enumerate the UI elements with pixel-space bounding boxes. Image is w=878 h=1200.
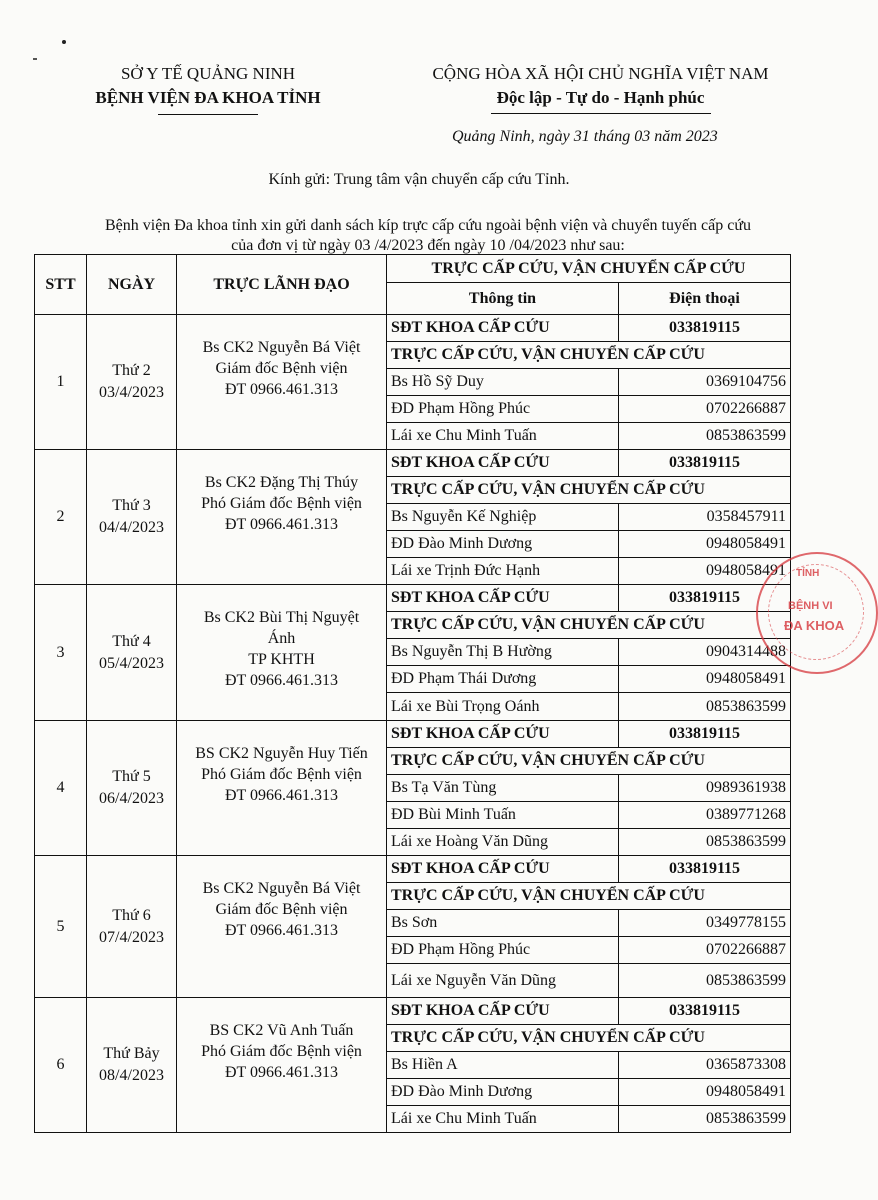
stt-cell: 3 — [35, 585, 87, 721]
staff-name: Bs Hồ Sỹ Duy — [387, 369, 619, 396]
header-info: Thông tin — [387, 283, 619, 315]
leader-line: Phó Giám đốc Bệnh viện — [201, 1043, 362, 1060]
schedule-row — [35, 856, 791, 883]
leader-line: Bs CK2 Nguyễn Bá Việt — [202, 339, 361, 356]
intro-line: của đơn vị từ ngày 03 /4/2023 đến ngày 10 /04/2023 như sau: — [231, 237, 625, 254]
staff-name: ĐD Phạm Thái Dương — [387, 666, 619, 693]
staff-name: Lái xe Chu Minh Tuấn — [387, 1106, 619, 1133]
leader-line: Giám đốc Bệnh viện — [215, 360, 348, 377]
day-name: Thứ 5 — [112, 768, 151, 785]
document-date: Quảng Ninh, ngày 31 tháng 03 năm 2023 — [452, 128, 718, 145]
org-underline — [158, 114, 258, 115]
stt-cell: 1 — [35, 315, 87, 450]
org-name: BỆNH VIỆN ĐA KHOA TỈNH — [95, 88, 321, 107]
day-date: 04/4/2023 — [99, 519, 164, 536]
stamp-text: ĐA KHOA — [784, 618, 845, 633]
stt-cell: 2 — [35, 450, 87, 585]
staff-phone: 0989361938 — [619, 775, 791, 802]
header-stt: STT — [35, 255, 87, 315]
staff-name: ĐD Bùi Minh Tuấn — [387, 802, 619, 829]
leader-line: Bs CK2 Nguyễn Bá Việt — [202, 880, 361, 897]
day-date: 06/4/2023 — [99, 790, 164, 807]
day-name: Thứ Bảy — [103, 1045, 160, 1062]
intro-line: Bệnh viện Đa khoa tỉnh xin gửi danh sách kíp trực cấp cứu ngoài bệnh viện và chuyển tuyến cấp cứu — [104, 217, 752, 234]
stt-cell: 4 — [35, 721, 87, 856]
staff-phone: 0702266887 — [619, 937, 791, 964]
staff-phone: 0948058491 — [619, 558, 791, 585]
staff-name: ĐD Phạm Hồng Phúc — [387, 937, 619, 964]
day-name: Thứ 6 — [112, 906, 151, 924]
er-phone-label: SĐT KHOA CẤP CỨU — [387, 721, 619, 748]
day-date: 07/4/2023 — [99, 928, 164, 946]
red-seal-stamp — [756, 552, 878, 674]
er-phone-number: 033819115 — [619, 315, 791, 342]
day-cell — [87, 450, 177, 585]
motto-underline — [491, 113, 711, 114]
duty-subheader: TRỰC CẤP CỨU, VẬN CHUYỂN CẤP CỨU — [387, 883, 791, 910]
leader-line: Phó Giám đốc Bệnh viện — [201, 495, 362, 512]
header-leader: TRỰC LÃNH ĐẠO — [177, 255, 387, 315]
staff-phone: 0904314488 — [619, 639, 791, 666]
leader-line: ĐT 0966.461.313 — [224, 1064, 339, 1081]
er-phone-label: SĐT KHOA CẤP CỨU — [387, 856, 619, 883]
day-name: Thứ 3 — [112, 497, 151, 514]
stt-cell: 6 — [35, 998, 87, 1133]
day-cell — [87, 585, 177, 721]
day-date: 03/4/2023 — [99, 384, 164, 401]
leader-line: ĐT 0966.461.313 — [224, 672, 339, 689]
er-phone-number: 033819115 — [619, 998, 791, 1025]
staff-name: Bs Hiền A — [387, 1052, 619, 1079]
staff-phone: 0389771268 — [619, 802, 791, 829]
staff-phone: 0853863599 — [619, 693, 791, 721]
staff-phone: 0853863599 — [619, 829, 791, 856]
country-name: CỘNG HÒA XÃ HỘI CHỦ NGHĨA VIỆT NAM — [432, 64, 769, 83]
leader-cell — [177, 315, 387, 450]
leader-line: Bs CK2 Bùi Thị Nguyệt — [203, 609, 360, 626]
header-organization — [58, 62, 358, 115]
staff-phone: 0948058491 — [619, 531, 791, 558]
er-phone-number: 033819115 — [619, 450, 791, 477]
staff-name: Lái xe Hoàng Văn Dũng — [387, 829, 619, 856]
leader-line: Phó Giám đốc Bệnh viện — [201, 766, 362, 783]
duty-subheader: TRỰC CẤP CỨU, VẬN CHUYỂN CẤP CỨU — [387, 477, 791, 504]
staff-name: Bs Nguyễn Kế Nghiệp — [387, 504, 619, 531]
staff-name: Bs Sơn — [387, 910, 619, 937]
schedule-row — [35, 450, 791, 477]
leader-cell — [177, 856, 387, 998]
day-cell — [87, 856, 177, 998]
staff-phone: 0702266887 — [619, 396, 791, 423]
staff-phone: 0853863599 — [619, 423, 791, 450]
staff-name: Lái xe Bùi Trọng Oánh — [387, 693, 619, 721]
er-phone-number: 033819115 — [619, 585, 791, 612]
staff-name: ĐD Đào Minh Dương — [387, 531, 619, 558]
er-phone-label: SĐT KHOA CẤP CỨU — [387, 585, 619, 612]
leader-cell — [177, 585, 387, 721]
er-phone-label: SĐT KHOA CẤP CỨU — [387, 450, 619, 477]
staff-name: Lái xe Nguyễn Văn Dũng — [387, 964, 619, 998]
staff-phone: 0948058491 — [619, 1079, 791, 1106]
day-date: 05/4/2023 — [99, 654, 164, 672]
staff-phone: 0365873308 — [619, 1052, 791, 1079]
staff-phone: 0349778155 — [619, 910, 791, 937]
er-phone-label: SĐT KHOA CẤP CỨU — [387, 998, 619, 1025]
header-national — [378, 62, 823, 114]
schedule-row — [35, 998, 791, 1025]
staff-phone: 0853863599 — [619, 1106, 791, 1133]
stamp-text: BỆNH VI — [788, 600, 833, 612]
org-parent: SỞ Y TẾ QUẢNG NINH — [120, 64, 296, 83]
day-cell — [87, 721, 177, 856]
header-duty-group: TRỰC CẤP CỨU, VẬN CHUYỂN CẤP CỨU — [387, 255, 791, 283]
leader-line: BS CK2 Vũ Anh Tuấn — [209, 1022, 354, 1039]
leader-line: ĐT 0966.461.313 — [224, 922, 339, 939]
day-cell — [87, 998, 177, 1133]
staff-name: ĐD Phạm Hồng Phúc — [387, 396, 619, 423]
staff-name: Lái xe Trịnh Đức Hạnh — [387, 558, 619, 585]
leader-line: Ánh — [267, 630, 296, 647]
staff-phone: 0948058491 — [619, 666, 791, 693]
duty-subheader: TRỰC CẤP CỨU, VẬN CHUYỂN CẤP CỨU — [387, 612, 791, 639]
schedule-row — [35, 721, 791, 748]
schedule-row — [35, 315, 791, 342]
staff-name: Bs Tạ Văn Tùng — [387, 775, 619, 802]
leader-cell — [177, 450, 387, 585]
staff-phone: 0358457911 — [619, 504, 791, 531]
leader-line: Giám đốc Bệnh viện — [215, 901, 348, 918]
leader-cell — [177, 721, 387, 856]
day-name: Thứ 2 — [112, 362, 151, 379]
stamp-text: TỈNH — [796, 568, 820, 579]
er-phone-label: SĐT KHOA CẤP CỨU — [387, 315, 619, 342]
addressee: Kính gửi: Trung tâm vận chuyển cấp cứu Tỉnh. — [268, 171, 570, 188]
leader-line: TP KHTH — [248, 651, 315, 668]
staff-name: Bs Nguyễn Thị B Hường — [387, 639, 619, 666]
leader-line: ĐT 0966.461.313 — [224, 516, 339, 533]
leader-line: BS CK2 Nguyễn Huy Tiến — [195, 745, 368, 762]
staff-phone: 0369104756 — [619, 369, 791, 396]
er-phone-number: 033819115 — [619, 856, 791, 883]
duty-subheader: TRỰC CẤP CỨU, VẬN CHUYỂN CẤP CỨU — [387, 1025, 791, 1052]
header-day: NGÀY — [87, 255, 177, 315]
scan-mark — [33, 58, 37, 60]
leader-line: ĐT 0966.461.313 — [224, 787, 339, 804]
duty-schedule-table — [34, 254, 791, 1133]
staff-name: ĐD Đào Minh Dương — [387, 1079, 619, 1106]
scan-mark — [62, 40, 66, 44]
duty-subheader: TRỰC CẤP CỨU, VẬN CHUYỂN CẤP CỨU — [387, 748, 791, 775]
day-cell — [87, 315, 177, 450]
staff-phone: 0853863599 — [619, 964, 791, 998]
duty-subheader: TRỰC CẤP CỨU, VẬN CHUYỂN CẤP CỨU — [387, 342, 791, 369]
staff-name: Lái xe Chu Minh Tuấn — [387, 423, 619, 450]
national-motto: Độc lập - Tự do - Hạnh phúc — [496, 88, 705, 107]
leader-line: Bs CK2 Đặng Thị Thúy — [204, 474, 359, 491]
day-name: Thứ 4 — [112, 632, 151, 650]
stt-cell: 5 — [35, 856, 87, 998]
leader-cell — [177, 998, 387, 1133]
header-phone: Điện thoại — [619, 283, 791, 315]
intro-paragraph — [28, 216, 828, 256]
er-phone-number: 033819115 — [619, 721, 791, 748]
schedule-row — [35, 585, 791, 612]
day-date: 08/4/2023 — [99, 1067, 164, 1084]
leader-line: ĐT 0966.461.313 — [224, 381, 339, 398]
